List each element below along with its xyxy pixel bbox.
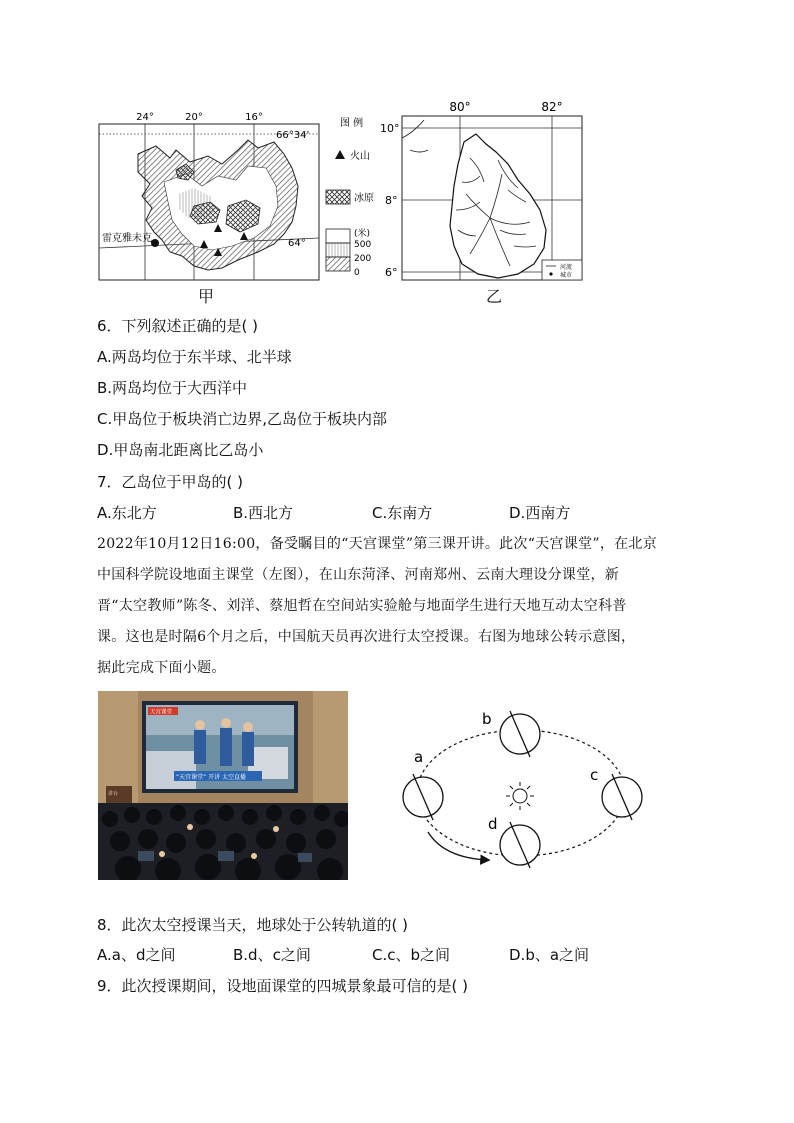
orbit-diagram xyxy=(392,702,654,870)
q8-option-c: C.c、b之间 xyxy=(372,946,451,964)
q8-option-a: A.a、d之间 xyxy=(97,946,176,964)
map-jia xyxy=(98,110,320,282)
earth-position-d xyxy=(500,822,540,868)
q6-stem: 6．下列叙述正确的是( ) xyxy=(97,317,259,335)
lon-label: 24° xyxy=(136,112,154,123)
legend-river-label: 河流 xyxy=(560,264,573,271)
volcano-icon xyxy=(335,150,345,159)
passage-line: 中国科学院设地面主课堂（左图），在山东菏泽、河南郑州、云南大理设分课堂，新 xyxy=(97,567,620,583)
orbit-label-d: d xyxy=(488,815,498,833)
earth-position-a xyxy=(403,774,443,820)
screen-caption: “天宫课堂” 开讲 太空直播 xyxy=(176,774,247,781)
q6-option-d: D.甲岛南北距离比乙岛小 xyxy=(97,441,264,459)
legend-title: 图 例 xyxy=(340,118,364,129)
orbit-label-c: c xyxy=(590,766,599,784)
lat-label: 8° xyxy=(385,194,398,207)
q7-stem: 7．乙岛位于甲岛的( ) xyxy=(97,473,244,491)
map-yi-caption: 乙 xyxy=(486,287,503,306)
orbit-label-a: a xyxy=(414,748,424,766)
map-jia-caption: 甲 xyxy=(198,287,215,306)
map-yi xyxy=(380,98,586,284)
city-legend-icon xyxy=(549,272,552,275)
q8-option-d: D.b、a之间 xyxy=(509,946,590,964)
orbit-label-b: b xyxy=(482,710,492,728)
earth-position-c xyxy=(602,774,642,820)
lon-label: 80° xyxy=(449,100,471,114)
glacier-swatch xyxy=(326,190,350,204)
passage-line: 2022年10月12日16:00，备受瞩目的“天宫课堂”第三课开讲。此次“天宫课堂”，在北京 xyxy=(97,536,658,552)
q9-stem: 9．此次授课期间，设地面课堂的四城景象最可信的是( ) xyxy=(97,977,469,995)
q7-option-d: D.西南方 xyxy=(509,504,571,522)
legend-city-label: 城市 xyxy=(560,272,573,279)
lat-label: 66°34' xyxy=(276,130,310,141)
passage-line: 课。这也是时隔6个月之后，中国航天员再次进行太空授课。右图为地球公转示意图， xyxy=(97,629,636,645)
q6-option-c: C.甲岛位于板块消亡边界,乙岛位于板块内部 xyxy=(97,410,388,428)
lat-label: 64° xyxy=(288,238,306,249)
q7-option-a: A.东北方 xyxy=(97,504,157,522)
podium-label: 讲台 xyxy=(108,791,119,797)
lon-label: 82° xyxy=(541,100,563,114)
earth-position-b xyxy=(500,711,540,757)
legend-glacier-label: 冰原 xyxy=(354,193,374,204)
lat-label: 6° xyxy=(385,266,398,279)
q8-option-b: B.d、c之间 xyxy=(233,946,311,964)
q6-option-b: B.两岛均位于大西洋中 xyxy=(97,379,248,397)
passage-line: 晋“太空教师”陈冬、刘洋、蔡旭哲在空间站实验舱与地面学生进行天地互动太空科普 xyxy=(97,598,627,614)
q6-option-a: A.两岛均位于东半球、北半球 xyxy=(97,348,292,366)
passage-line: 据此完成下面小题。 xyxy=(97,660,226,676)
map-legend xyxy=(322,112,384,284)
lon-label: 16° xyxy=(245,112,263,123)
legend-unit: (米) xyxy=(354,229,371,239)
q8-stem: 8．此次太空授课当天，地球处于公转轨道的( ) xyxy=(97,916,409,934)
legend-elev: 0 xyxy=(354,268,360,278)
q7-option-b: B.西北方 xyxy=(233,504,294,522)
sun-icon xyxy=(506,782,534,810)
legend-elev: 200 xyxy=(354,254,372,264)
q7-option-c: C.东南方 xyxy=(372,504,433,522)
screen-badge: 天宫课堂 xyxy=(150,709,173,716)
revolution-arrow-icon xyxy=(428,832,488,860)
legend-elev: 500 xyxy=(354,240,372,250)
city-dot-icon xyxy=(151,239,159,247)
lon-label: 20° xyxy=(185,112,203,123)
city-label: 雷克雅未克 xyxy=(102,233,152,244)
legend-volcano-label: 火山 xyxy=(350,151,370,162)
lat-label: 10° xyxy=(380,122,400,135)
classroom-photo xyxy=(98,691,348,880)
